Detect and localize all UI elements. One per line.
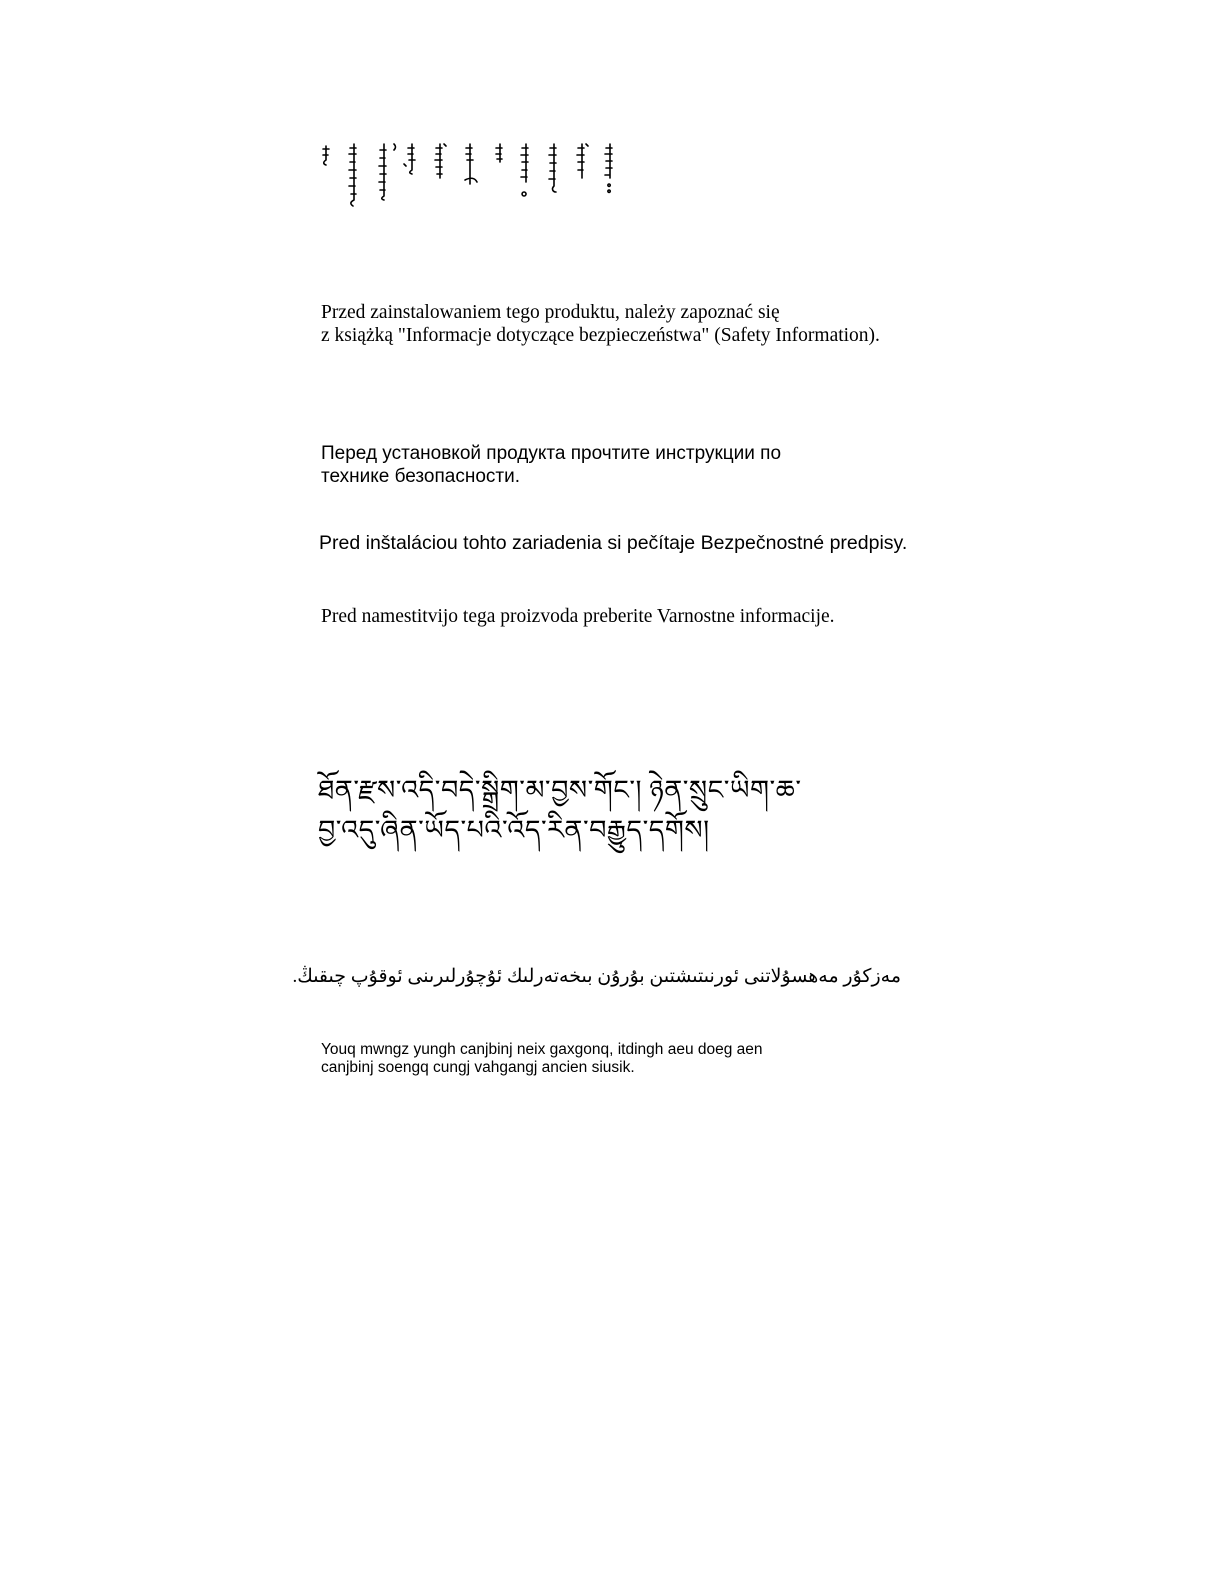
slovak-notice-line-1: Pred inštaláciou tohto zariadenia si pečítaje Bezpečnostné predpisy.: [319, 532, 908, 554]
tibetan-notice: [318, 770, 802, 850]
russian-notice-line-1: Перед установкой продукта прочтите инструкции по: [321, 443, 782, 464]
russian-notice-line-2: технике безопасности.: [321, 466, 521, 487]
mongolian-notice-image: [318, 140, 628, 210]
polish-notice: [321, 301, 880, 347]
slovak-notice: [319, 531, 907, 555]
zhuang-notice: [321, 1041, 763, 1077]
slovenian-notice-line-1: Pred namestitvijo tega proizvoda preberite Varnostne informacije.: [321, 606, 835, 627]
uyghur-notice: [292, 962, 901, 992]
zhuang-notice-line-2: canjbinj soengq cungj vahgangj ancien siusik.: [321, 1059, 635, 1076]
zhuang-notice-line-1: Youq mwngz yungh canjbinj neix gaxgonq, itdingh aeu doeg aen: [321, 1041, 763, 1058]
polish-notice-line-2: z książką "Informacje dotyczące bezpieczeństwa" (Safety Information).: [321, 325, 880, 346]
uyghur-notice-line-1: مەزكۇر مەھسۇلاتنى ئورنىتىشتىن بۇرۇن بىخەتەرلىك ئۇچۇرلىرىنى ئوقۇپ چىقىڭ.: [292, 966, 901, 987]
russian-notice: [321, 442, 781, 488]
tibetan-notice-line-1: ཐོན་རྫས་འདི་བདེ་སྒྲིག་མ་བྱས་གོང་། ཉེན་སྲུང་ཡིག་ཆ་: [318, 775, 802, 805]
slovenian-notice: [321, 605, 835, 628]
tibetan-notice-line-2: བྱ་འདུ་ཞིན་ཡོད་པའི་འོད་རིན་བརྒྱུད་དགོས།: [318, 815, 710, 845]
polish-notice-line-1: Przed zainstalowaniem tego produktu, należy zapoznać się: [321, 302, 780, 323]
